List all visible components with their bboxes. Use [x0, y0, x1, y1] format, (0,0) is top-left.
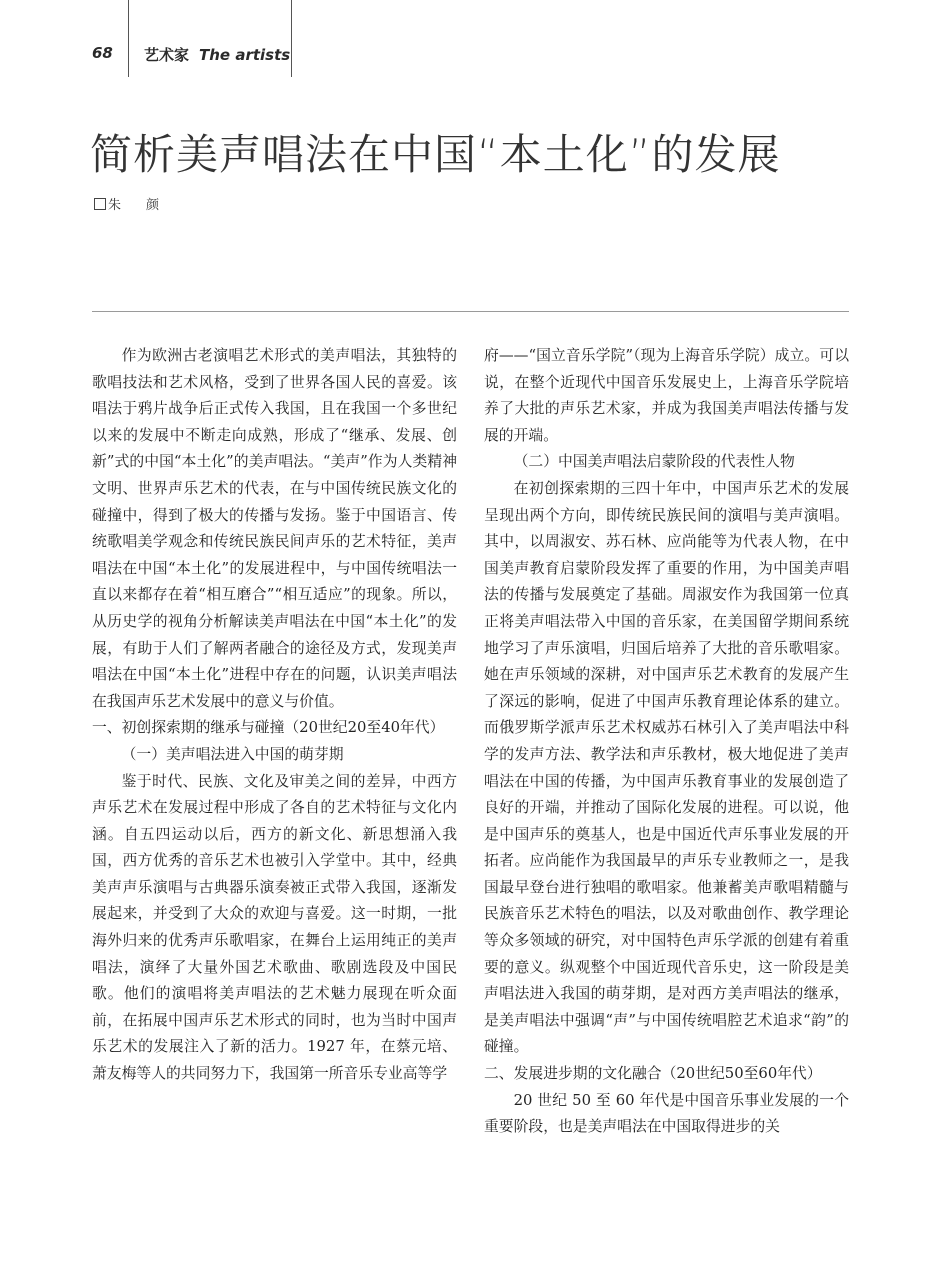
header-divider-left: [128, 0, 129, 77]
subsection-heading-1-2: （二）中国美声唱法启蒙阶段的代表性人物: [513, 453, 795, 471]
author-name: 朱 颜: [108, 198, 166, 213]
paragraph-body: 20 世纪 50 至 60 年代是中国音乐事业发展的一个重要阶段，也是美声唱法在中国取得进步的关: [484, 1091, 849, 1136]
page-number: 68: [92, 44, 113, 62]
left-column: [92, 343, 457, 1183]
author-line: [94, 194, 165, 213]
section-name-cn: 艺术家: [144, 46, 190, 64]
paragraph-continued: 府——“国立音乐学院”（现为上海音乐学院）成立。可以说，在整个近现代中国音乐发展史上，上海音乐学院培养了大批的声乐艺术家，并成为我国美声唱法传播与发展的开端。: [484, 347, 849, 444]
header-divider-right: [291, 0, 292, 77]
paragraph-body: 鉴于时代、民族、文化及审美之间的差异，中西方声乐艺术在发展过程中形成了各自的艺术特征与文化内涵。自五四运动以后，西方的新文化、新思想涌入我国，西方优秀的音乐艺术也被引入学堂中。其中，经典美声声乐演唱与古典器乐演奏被正式带入我国，逐渐发展起来，并受到了大众的欢迎与喜爱。这一时期，一批海外归来的优秀声乐歌唱家，在舞台上运用纯正的美声唱法，演绎了大量外国艺术歌曲、歌剧选段及中国民歌。他们的演唱将美声唱法的艺术魅力展现在听众面前，在拓展中国声乐艺术形式的同时，也为当时中国声乐艺术的发展注入了新的活力。1927 年，在蔡元培、萧友梅等人的共同努力下，我国第一所音乐专业高等学: [92, 772, 457, 1083]
section-name-en: The artists: [199, 46, 291, 64]
section-heading-1: 一、初创探索期的继承与碰撞（20世纪20至40年代）: [92, 719, 445, 737]
author-box-icon: [94, 198, 106, 210]
page-header: [0, 0, 950, 80]
right-column: [484, 343, 849, 1183]
paragraph-body: 在初创探索期的三四十年中，中国声乐艺术的发展呈现出两个方向，即传统民族民间的演唱与美声演唱。其中，以周淑安、苏石林、应尚能等为代表人物，在中国美声教育启蒙阶段发挥了重要的作用，为中国美声唱法的传播与发展奠定了基础。周淑安作为我国第一位真正将美声唱法带入中国的音乐家，在美国留学期间系统地学习了声乐演唱，归国后培养了大批的音乐歌唱家。她在声乐领域的深耕，对中国声乐艺术教育的发展产生了深远的影响，促进了中国声乐教育理论体系的建立。而俄罗斯学派声乐艺术权威苏石林引入了美声唱法中科学的发声方法、教学法和声乐教材，极大地促进了美声唱法在中国的传播，为中国声乐教育事业的发展创造了良好的开端，并推动了国际化发展的进程。可以说，他是中国声乐的奠基人，也是中国近代声乐事业发展的开拓者。应尚能作为我国最早的声乐专业教师之一，是我国最早登台进行独唱的歌唱家。他兼蓄美声歌唱精髓与民族音乐艺术特色的唱法，以及对歌曲创作、教学理论等众多领域的研究，对中国特色声乐学派的创建有着重要的意义。纵观整个中国近现代音乐史，这一阶段是美声唱法进入我国的萌芽期，是对西方美声唱法的继承，是美声唱法中强调“声”与中国传统唱腔艺术追求“韵”的碰撞。: [484, 479, 849, 1056]
article-title: 简析美声唱法在中国“本土化”的发展: [90, 130, 781, 179]
section-heading-2: 二、发展进步期的文化融合（20世纪50至60年代）: [484, 1065, 822, 1083]
title-divider: [92, 311, 849, 312]
subsection-heading-1-1: （一）美声唱法进入中国的萌芽期: [121, 745, 344, 763]
paragraph-intro: 作为欧洲古老演唱艺术形式的美声唱法，其独特的歌唱技法和艺术风格，受到了世界各国人民的喜爱。该唱法于鸦片战争后正式传入我国，且在我国一个多世纪以来的发展中不断走向成熟，形成了“继承、发展、创新”式的中国“本土化”的美声唱法。“美声”作为人类精神文明、世界声乐艺术的代表，在与中国传统民族文化的碰撞中，得到了极大的传播与发扬。鉴于中国语言、传统歌唱美学观念和传统民族民间声乐的艺术特征，美声唱法在中国“本土化”的发展进程中，与中国传统唱法一直以来都存在着“相互磨合”“相互适应”的现象。所以，从历史学的视角分析解读美声唱法在中国“本土化”的发展，有助于人们了解两者融合的途径及方式，发现美声唱法在中国“本土化”进程中存在的问题，认识美声唱法在我国声乐艺术发展中的意义与价值。: [92, 347, 457, 710]
journal-section-label: [144, 44, 290, 65]
